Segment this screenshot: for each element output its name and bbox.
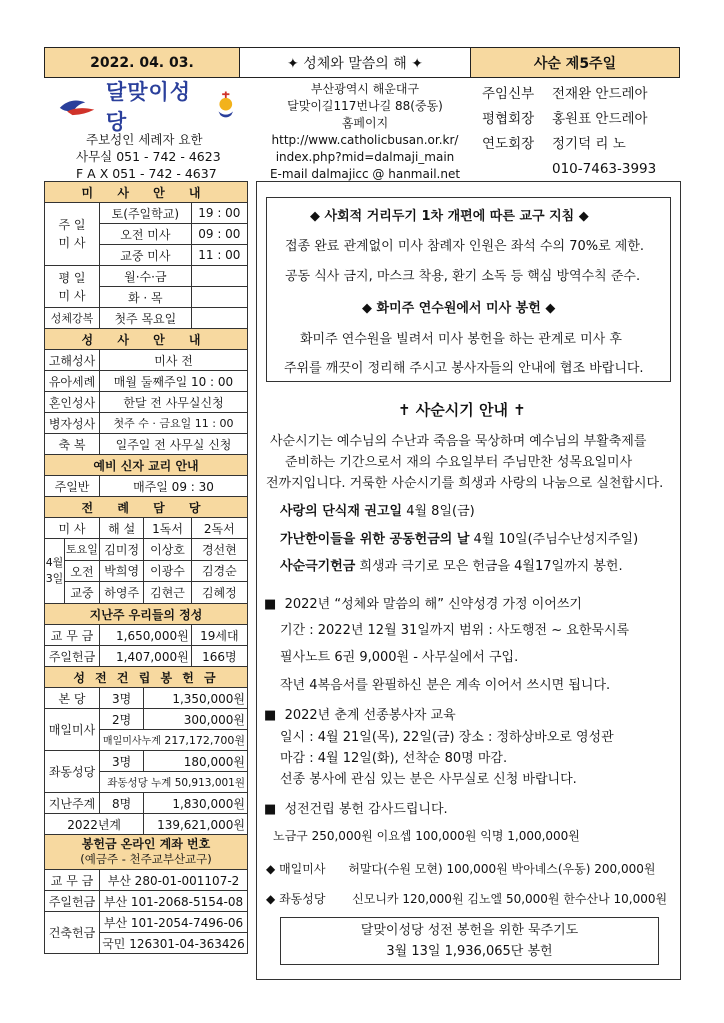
liturgy-person: 김혜정	[191, 582, 247, 604]
account-number: 부산 280-01-001107-2	[100, 870, 248, 891]
sacrament-value: 매월 둘째주일 10 : 00	[100, 371, 248, 392]
liturgy-person: 김미정	[100, 539, 144, 561]
account-label: 교 무 금	[45, 870, 100, 891]
chalice-logo-icon	[214, 89, 238, 123]
building-label: 본 당	[45, 688, 100, 709]
address-line-2: 달맞이길117번나길 88(중동)	[287, 99, 443, 113]
mass-time	[191, 266, 247, 287]
staff-phone: 010-7463-3993	[552, 161, 657, 177]
liturgy-person: 이광수	[144, 560, 191, 582]
account-number: 부산 101-2068-5154-08	[100, 891, 248, 912]
sacrament-label: 축 복	[45, 434, 100, 455]
bible-text: 필사노트 6권 9,000원 - 사무실에서 구입.	[280, 650, 519, 665]
liturgy-mass: 토요일	[65, 539, 99, 561]
lent-item: 사랑의 단식재 권고일 4월 8일(금)	[280, 504, 475, 519]
account-number: 부산 101-2054-7496-06	[100, 912, 248, 933]
building-label: 매일미사	[45, 709, 100, 751]
building-count: 8명	[100, 793, 144, 814]
office-phone: 사무실 051 - 742 - 4623	[76, 149, 221, 164]
mass-time: 11 : 00	[191, 245, 247, 266]
parish-name: 달맞이성당	[105, 80, 192, 134]
bible-text: 작년 4복음서를 완필하신 분은 계속 이어서 쓰시면 됩니다.	[280, 678, 611, 693]
thanks-text: 노금구 250,000원 이요셉 100,000원 익명 1,000,000원	[273, 829, 580, 843]
account-label: 주일헌금	[45, 891, 100, 912]
notice-text: 접종 완료 관계없이 미사 참례자 인원은 좌석 수의 70%로 제한.	[285, 239, 645, 254]
offering-extra: 166명	[191, 646, 247, 667]
training-text: 마감 : 4월 12일(화), 선착순 80명 마감.	[280, 751, 508, 766]
liturgical-sunday: 사순 제5주일	[471, 48, 679, 77]
sacrament-label: 병자성사	[45, 413, 100, 434]
building-label: 좌동성당	[45, 751, 100, 793]
sunday-mass-label: 주 일 미 사	[45, 203, 100, 266]
notice-heading-1: ◆ 사회적 거리두기 1차 개편에 따른 교구 지침 ◆	[310, 209, 589, 224]
building-left-total: 좌동성당 누계 50,913,001원	[100, 772, 248, 793]
mass-day: 교중 미사	[100, 245, 192, 266]
sacrament-title: 성 사 안 내	[45, 329, 248, 350]
building-amount: 1,350,000원	[144, 688, 248, 709]
liturgy-date: 4월 3일	[45, 539, 65, 603]
staff-row: 평협회장 홍원표 안드레아	[482, 111, 648, 127]
mass-time: 09 : 00	[191, 224, 247, 245]
lent-item: 가난한이들을 위한 공동헌금의 날 4월 10일(주님수난성지주일)	[280, 532, 639, 547]
weekday-mass-label: 평 일 미 사	[45, 266, 100, 308]
lent-item: 사순극기헌금 희생과 극기로 모은 헌금을 4월17일까지 봉헌.	[280, 559, 623, 574]
catechism-title: 예비 신자 교리 안내	[45, 455, 248, 476]
building-count: 2명	[100, 709, 144, 730]
offering-label: 주일헌금	[45, 646, 100, 667]
prayer-title: 달맞이성당 성전 봉헌을 위한 묵주기도	[360, 923, 579, 938]
building-year-label: 2022년계	[45, 814, 144, 835]
email-address[interactable]: E-mail dalmajicc @ hanmail.net	[269, 167, 461, 181]
adoration-value: 첫주 목요일	[100, 308, 192, 329]
mass-time	[191, 287, 247, 308]
thanks-left: ◆ 좌동성당 신모니카 120,000원 김노엘 50,000원 한수산나 10,000원	[266, 892, 668, 906]
fax-number: F A X 051 - 742 - 4637	[76, 166, 217, 181]
lent-title: ✝ 사순시기 안내 ✝	[398, 401, 526, 419]
thanks-title: ■ 성전건립 봉헌 감사드립니다.	[264, 802, 448, 817]
mass-time: 19 : 00	[191, 203, 247, 224]
offering-amount: 1,650,000원	[100, 625, 192, 646]
bible-text: 기간 : 2022년 12월 31일까지 범위 : 사도행전 ~ 요한묵시록	[280, 623, 630, 638]
building-year-amount: 139,621,000원	[144, 814, 248, 835]
offering-label: 교 무 금	[45, 625, 100, 646]
thanks-daily: ◆ 매일미사 허말다(수원 모현) 100,000원 박아녜스(우동) 200,000원	[266, 862, 656, 876]
bullet-icon: ■	[264, 708, 277, 723]
liturgy-header: 미 사	[45, 518, 100, 539]
training-text: 선종 봉사에 관심 있는 분은 사무실로 신청 바랍니다.	[280, 772, 577, 787]
sacrament-value: 첫주 수 · 금요일 11 : 00	[100, 413, 248, 434]
liturgy-person: 김경순	[191, 560, 247, 582]
homepage-label: 홈페이지	[341, 116, 389, 130]
bullet-icon: ■	[264, 597, 277, 612]
sacrament-label: 고해성사	[45, 350, 100, 371]
diamond-icon: ◆	[266, 892, 276, 906]
building-count: 3명	[100, 751, 144, 772]
diamond-icon: ◆	[266, 862, 276, 876]
account-number: 국민 126301-04-363426	[100, 933, 248, 954]
sacrament-label: 혼인성사	[45, 392, 100, 413]
liturgy-header: 1독서	[144, 518, 191, 539]
building-title: 성 전 건 립 봉 헌 금	[45, 667, 248, 688]
liturgy-person: 경선현	[191, 539, 247, 561]
parish-logo	[58, 80, 238, 134]
homepage-url-1[interactable]: http://www.catholicbusan.or.kr/	[271, 133, 459, 147]
liturgy-person: 박희영	[100, 560, 144, 582]
accounts-title: 봉헌금 온라인 계좌 번호 (예금주 - 천주교부산교구)	[45, 835, 248, 870]
staff-list	[482, 82, 682, 182]
liturgy-mass: 교중	[70, 586, 94, 601]
prayer-count: 3월 13일 1,936,065단 봉헌	[386, 944, 553, 959]
mass-day: 월·수·금	[100, 266, 192, 287]
header-bar	[44, 47, 680, 78]
liturgy-title: 전 례 담 당	[45, 497, 248, 518]
mass-day: 토(주일학교)	[100, 203, 192, 224]
notice-text: 주위를 깨끗이 정리해 주시고 봉사자들의 안내에 협조 바랍니다.	[284, 361, 644, 376]
mass-day: 오전 미사	[100, 224, 192, 245]
info-table	[44, 181, 248, 954]
adoration-label: 성체강복	[45, 308, 100, 329]
training-text: 일시 : 4월 21일(목), 22일(금) 장소 : 정하상바오로 영성관	[280, 730, 614, 745]
notice-text: 공동 식사 금지, 마스크 착용, 환기 소독 등 핵심 방역수칙 준수.	[285, 269, 641, 284]
account-label: 건축헌금	[45, 912, 100, 954]
building-amount: 300,000원	[144, 709, 248, 730]
bible-title: ■ 2022년 “성체와 말씀의 해” 신약성경 가정 이어쓰기	[264, 597, 582, 612]
offering-title: 지난주 우리들의 정성	[45, 604, 248, 625]
building-count: 3명	[100, 688, 144, 709]
sacrament-value: 미사 전	[100, 350, 248, 371]
mass-title: 미 사 안 내	[45, 182, 248, 203]
notice-heading-2: ◆ 화미주 연수원에서 미사 봉헌 ◆	[362, 301, 556, 316]
training-title: ■ 2022년 춘계 선종봉사자 교육	[264, 708, 456, 723]
liturgy-person: 하영주	[100, 582, 144, 604]
notice-text: 화미주 연수원을 빌려서 미사 봉헌을 하는 관계로 미사 후	[300, 332, 622, 347]
mass-day: 화 · 목	[100, 287, 192, 308]
address-block	[262, 81, 468, 183]
rosary-prayer-box	[280, 917, 659, 965]
year-theme: ✦ 성체와 말씀의 해 ✦	[240, 48, 471, 77]
building-amount: 1,830,000원	[144, 793, 248, 814]
catechism-label: 주일반	[45, 476, 100, 497]
liturgy-date-cell	[45, 539, 100, 604]
notice-box	[266, 197, 671, 382]
lent-text: 준비하는 기간으로서 재의 수요일부터 주님만찬 성목요일미사	[285, 455, 633, 470]
building-amount: 180,000원	[144, 751, 248, 772]
homepage-url-2[interactable]: index.php?mid=dalmaji_main	[275, 150, 455, 164]
building-daily-total: 매일미사누계 217,172,700원	[100, 730, 248, 751]
offering-amount: 1,407,000원	[100, 646, 192, 667]
bullet-icon: ■	[264, 802, 277, 817]
liturgy-header: 2독서	[191, 518, 247, 539]
offering-extra: 19세대	[191, 625, 247, 646]
dove-logo-icon	[58, 92, 98, 120]
staff-row: 연도회장 정기덕 리 노	[482, 136, 626, 152]
lent-text: 사순시기는 예수님의 수난과 죽음을 묵상하며 예수님의 부활축제를	[270, 434, 647, 449]
liturgy-header: 해 설	[100, 518, 144, 539]
patron-saint: 주보성인 세례자 요한	[86, 132, 203, 147]
sacrament-value: 일주일 전 사무실 신청	[100, 434, 248, 455]
liturgy-person: 이상호	[144, 539, 191, 561]
sacrament-label: 유아세례	[45, 371, 100, 392]
liturgy-mass: 오전	[65, 561, 99, 583]
sacrament-value: 한달 전 사무실신청	[100, 392, 248, 413]
building-label: 지난주계	[45, 793, 100, 814]
staff-row: 주임신부 전재완 안드레아	[482, 86, 648, 102]
catechism-value: 매주일 09 : 30	[100, 476, 248, 497]
bulletin-date: 2022. 04. 03.	[45, 48, 240, 77]
address-line-1: 부산광역시 해운대구	[310, 82, 420, 96]
liturgy-person: 김현근	[144, 582, 191, 604]
lent-text: 전까지입니다. 거룩한 사순시기를 희생과 사랑의 나눔으로 실천합시다.	[266, 476, 664, 491]
